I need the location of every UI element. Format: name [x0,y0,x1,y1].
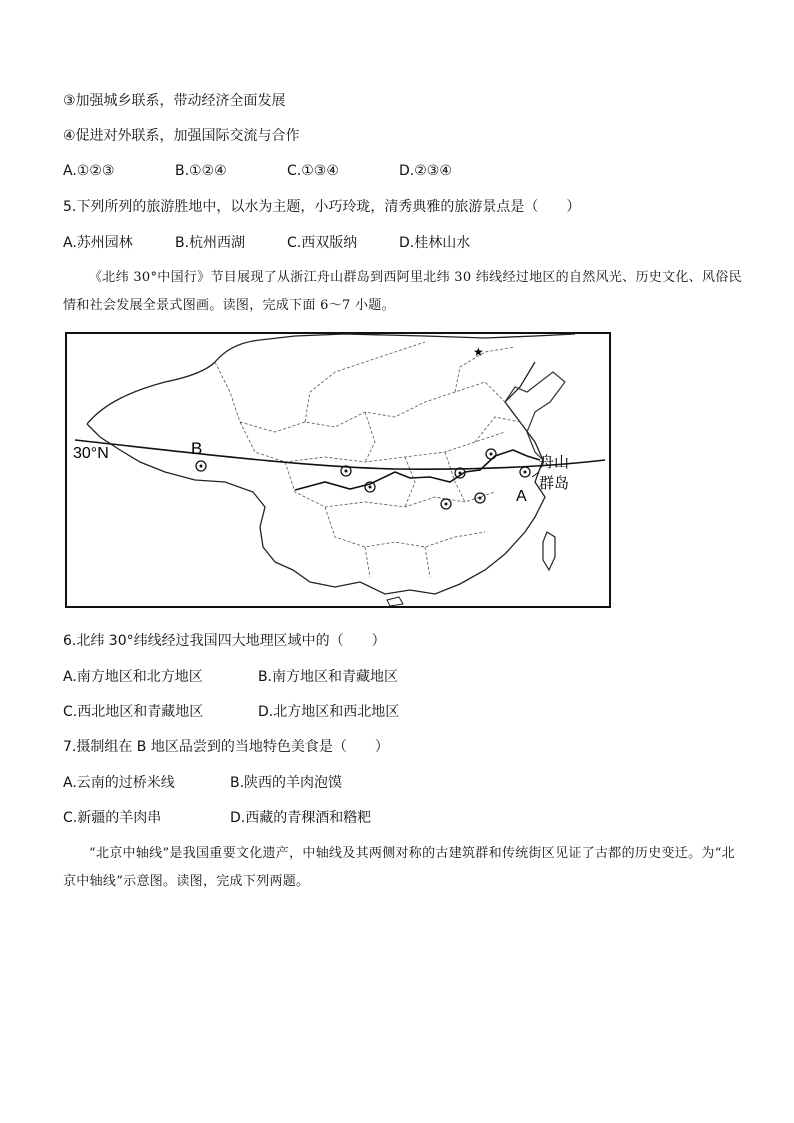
q7-option-b[interactable]: B.陕西的羊肉泡馍 [230,775,343,791]
capital-marker: ★ [473,345,484,359]
q4-option-c[interactable]: C.①③④ [287,163,339,179]
zhoushan-label-line1: 舟山 [539,454,570,471]
q6-option-a[interactable]: A.南方地区和北方地区 [63,669,203,685]
latitude-label: 30°N [73,445,109,462]
q5-option-d[interactable]: D.桂林山水 [399,235,471,251]
china-30n-map [65,332,611,608]
q7-stem: 7.摄制组在 B 地区品尝到的当地特色美食是（ ） [63,739,389,755]
point-a-label: A [516,488,527,505]
statement-4: ④促进对外联系，加强国际交流与合作 [63,128,300,144]
q6-option-b[interactable]: B.南方地区和青藏地区 [258,669,399,685]
q5-option-b[interactable]: B.杭州西湖 [175,235,246,251]
intro-paragraph-1: 《北纬 30°中国行》节目展现了从浙江舟山群岛到西阿里北纬 30 纬线经过地区的自然风光、历史文化、风俗民情和社会发展全景式图画。读图，完成下面 6～7 小题。 [63,270,742,313]
intro-paragraph-2: “北京中轴线”是我国重要文化遗产，中轴线及其两侧对称的古建筑群和传统街区见证了古都的历史变迁。为“北京中轴线”示意图。读图，完成下列两题。 [63,846,735,889]
q4-option-b[interactable]: B.①②④ [175,163,227,179]
statement-3: ③加强城乡联系，带动经济全面发展 [63,93,286,109]
q4-option-a[interactable]: A.①②③ [63,163,115,179]
q7-option-c[interactable]: C.新疆的羊肉串 [63,810,162,826]
q5-option-a[interactable]: A.苏州园林 [63,235,133,251]
q7-option-a[interactable]: A.云南的过桥米线 [63,775,175,791]
q6-option-d[interactable]: D.北方地区和西北地区 [258,704,400,720]
q5-option-c[interactable]: C.西双版纳 [287,235,358,251]
q5-stem: 5.下列所列的旅游胜地中，以水为主题，小巧玲珑，清秀典雅的旅游景点是（ ） [63,199,581,215]
point-b-label: B [191,439,203,458]
q7-option-d[interactable]: D.西藏的青稞酒和糌粑 [230,810,372,826]
q4-option-d[interactable]: D.②③④ [399,163,452,179]
q6-stem: 6.北纬 30°纬线经过我国四大地理区域中的（ ） [63,633,386,649]
q6-option-c[interactable]: C.西北地区和青藏地区 [63,704,204,720]
zhoushan-label-line2: 群岛 [539,475,570,492]
